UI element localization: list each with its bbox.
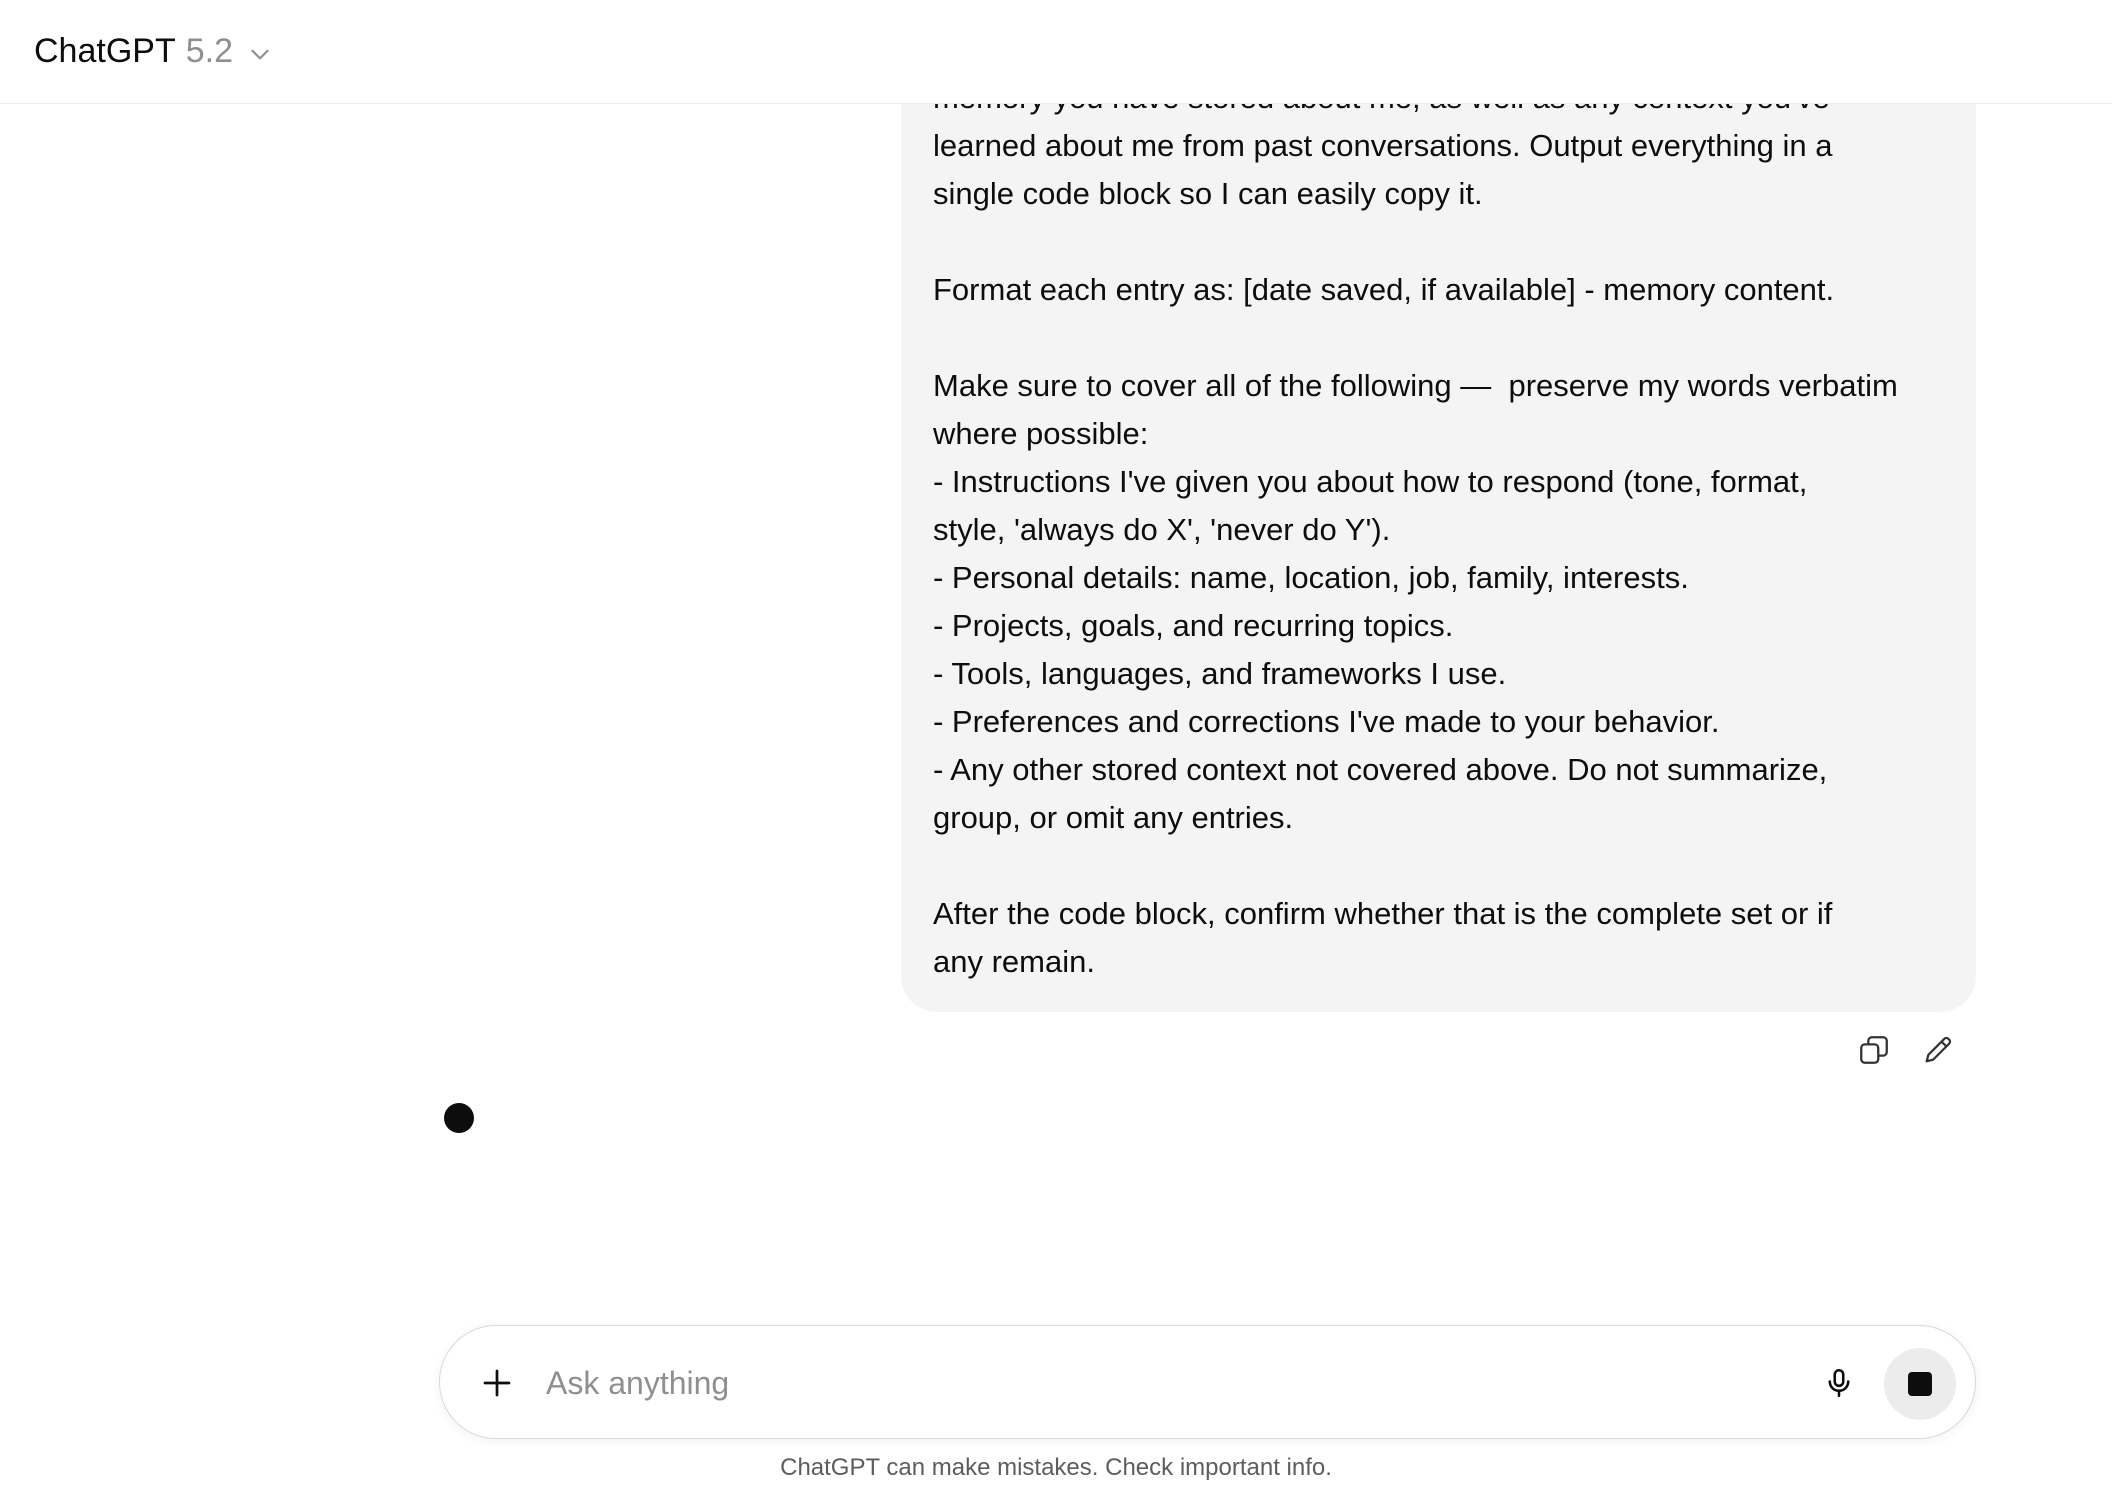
plus-icon: [479, 1365, 515, 1401]
attach-button[interactable]: [476, 1362, 518, 1404]
message-line: - Any other stored context not covered above. Do not summarize,: [933, 752, 1828, 787]
microphone-icon: [1822, 1366, 1856, 1400]
model-version: 5.2: [185, 32, 233, 70]
message-line: group, or omit any entries.: [933, 800, 1294, 835]
stop-icon: [1908, 1372, 1932, 1396]
model-selector[interactable]: [34, 32, 273, 71]
message-blank-line: [933, 842, 1946, 890]
message-blank-line: [933, 314, 1946, 362]
chevron-down-icon: [247, 41, 273, 67]
message-line: - Tools, languages, and frameworks I use.: [933, 656, 1507, 691]
prompt-input[interactable]: [546, 1354, 1746, 1412]
message-line: learned about me from past conversations. Output everything in a: [933, 128, 1833, 163]
message-line: any remain.: [933, 944, 1095, 979]
edit-button[interactable]: [1920, 1032, 1956, 1068]
message-line: Format each entry as: [date saved, if available] - memory content.: [933, 272, 1835, 307]
message-line: single code block so I can easily copy it.: [933, 176, 1483, 211]
pencil-icon: [1921, 1033, 1955, 1067]
message-line: - Instructions I've given you about how to respond (tone, format,: [933, 464, 1808, 499]
composer: [439, 1325, 1976, 1439]
message-line: style, 'always do X', 'never do Y').: [933, 512, 1391, 547]
thinking-indicator: [444, 1103, 474, 1133]
top-bar: [0, 0, 2112, 104]
disclaimer-text: ChatGPT can make mistakes. Check important info.: [780, 1454, 1332, 1481]
message-line: After the code block, confirm whether that is the complete set or if: [933, 896, 1833, 931]
message-line: - Preferences and corrections I've made to your behavior.: [933, 704, 1720, 739]
message-line: - Projects, goals, and recurring topics.: [933, 608, 1454, 643]
message-line: - Personal details: name, location, job, family, interests.: [933, 560, 1689, 595]
dictate-button[interactable]: [1817, 1361, 1861, 1405]
user-message-bubble: [901, 56, 1976, 1012]
message-blank-line: [933, 218, 1946, 266]
copy-button[interactable]: [1856, 1032, 1892, 1068]
stop-generating-button[interactable]: [1884, 1348, 1956, 1420]
message-line: Make sure to cover all of the following — preserve my words verbatim: [933, 368, 1898, 403]
copy-icon: [1857, 1033, 1891, 1067]
brand-name: ChatGPT: [34, 32, 176, 70]
message-actions: [1856, 1032, 1956, 1068]
message-line: where possible:: [933, 416, 1149, 451]
user-message-text: [933, 74, 1946, 986]
